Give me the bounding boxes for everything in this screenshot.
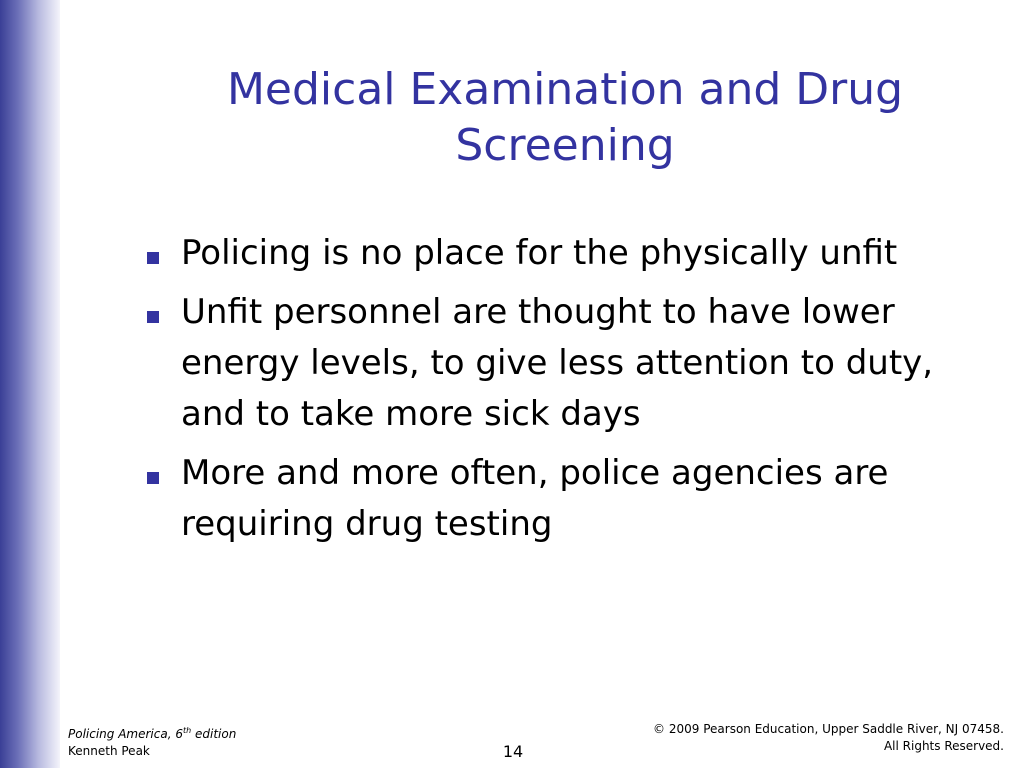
square-bullet-icon (147, 311, 159, 323)
page-number: 14 (502, 742, 524, 761)
decorative-side-gradient (0, 0, 60, 768)
bullet-item (140, 287, 1000, 440)
slide-title: Medical Examination and Drug Screening (226, 64, 904, 171)
edition-superscript: th (182, 726, 192, 735)
bullet-text: Policing is no place for the physically unfit (181, 233, 898, 273)
square-bullet-icon (147, 472, 159, 484)
footer-copyright (653, 721, 1004, 755)
bullet-item (140, 448, 1000, 550)
bullet-text: Unfit personnel are thought to have lower energy levels, to give less attention to duty, and to take more sick days (181, 292, 934, 434)
square-bullet-icon (147, 252, 159, 264)
bullet-list (140, 228, 1000, 558)
bullet-item (140, 228, 1000, 279)
copyright-line: © 2009 Pearson Education, Upper Saddle River, NJ 07458. (653, 722, 1004, 736)
book-title: Policing America, 6 (68, 727, 183, 741)
rights-line: All Rights Reserved. (883, 739, 1004, 753)
book-edition (68, 722, 236, 743)
author-name: Kenneth Peak (68, 744, 150, 758)
footer-book-info (68, 722, 236, 760)
edition-label: edition (191, 727, 237, 741)
bullet-text: More and more often, police agencies are requiring drug testing (181, 453, 889, 544)
